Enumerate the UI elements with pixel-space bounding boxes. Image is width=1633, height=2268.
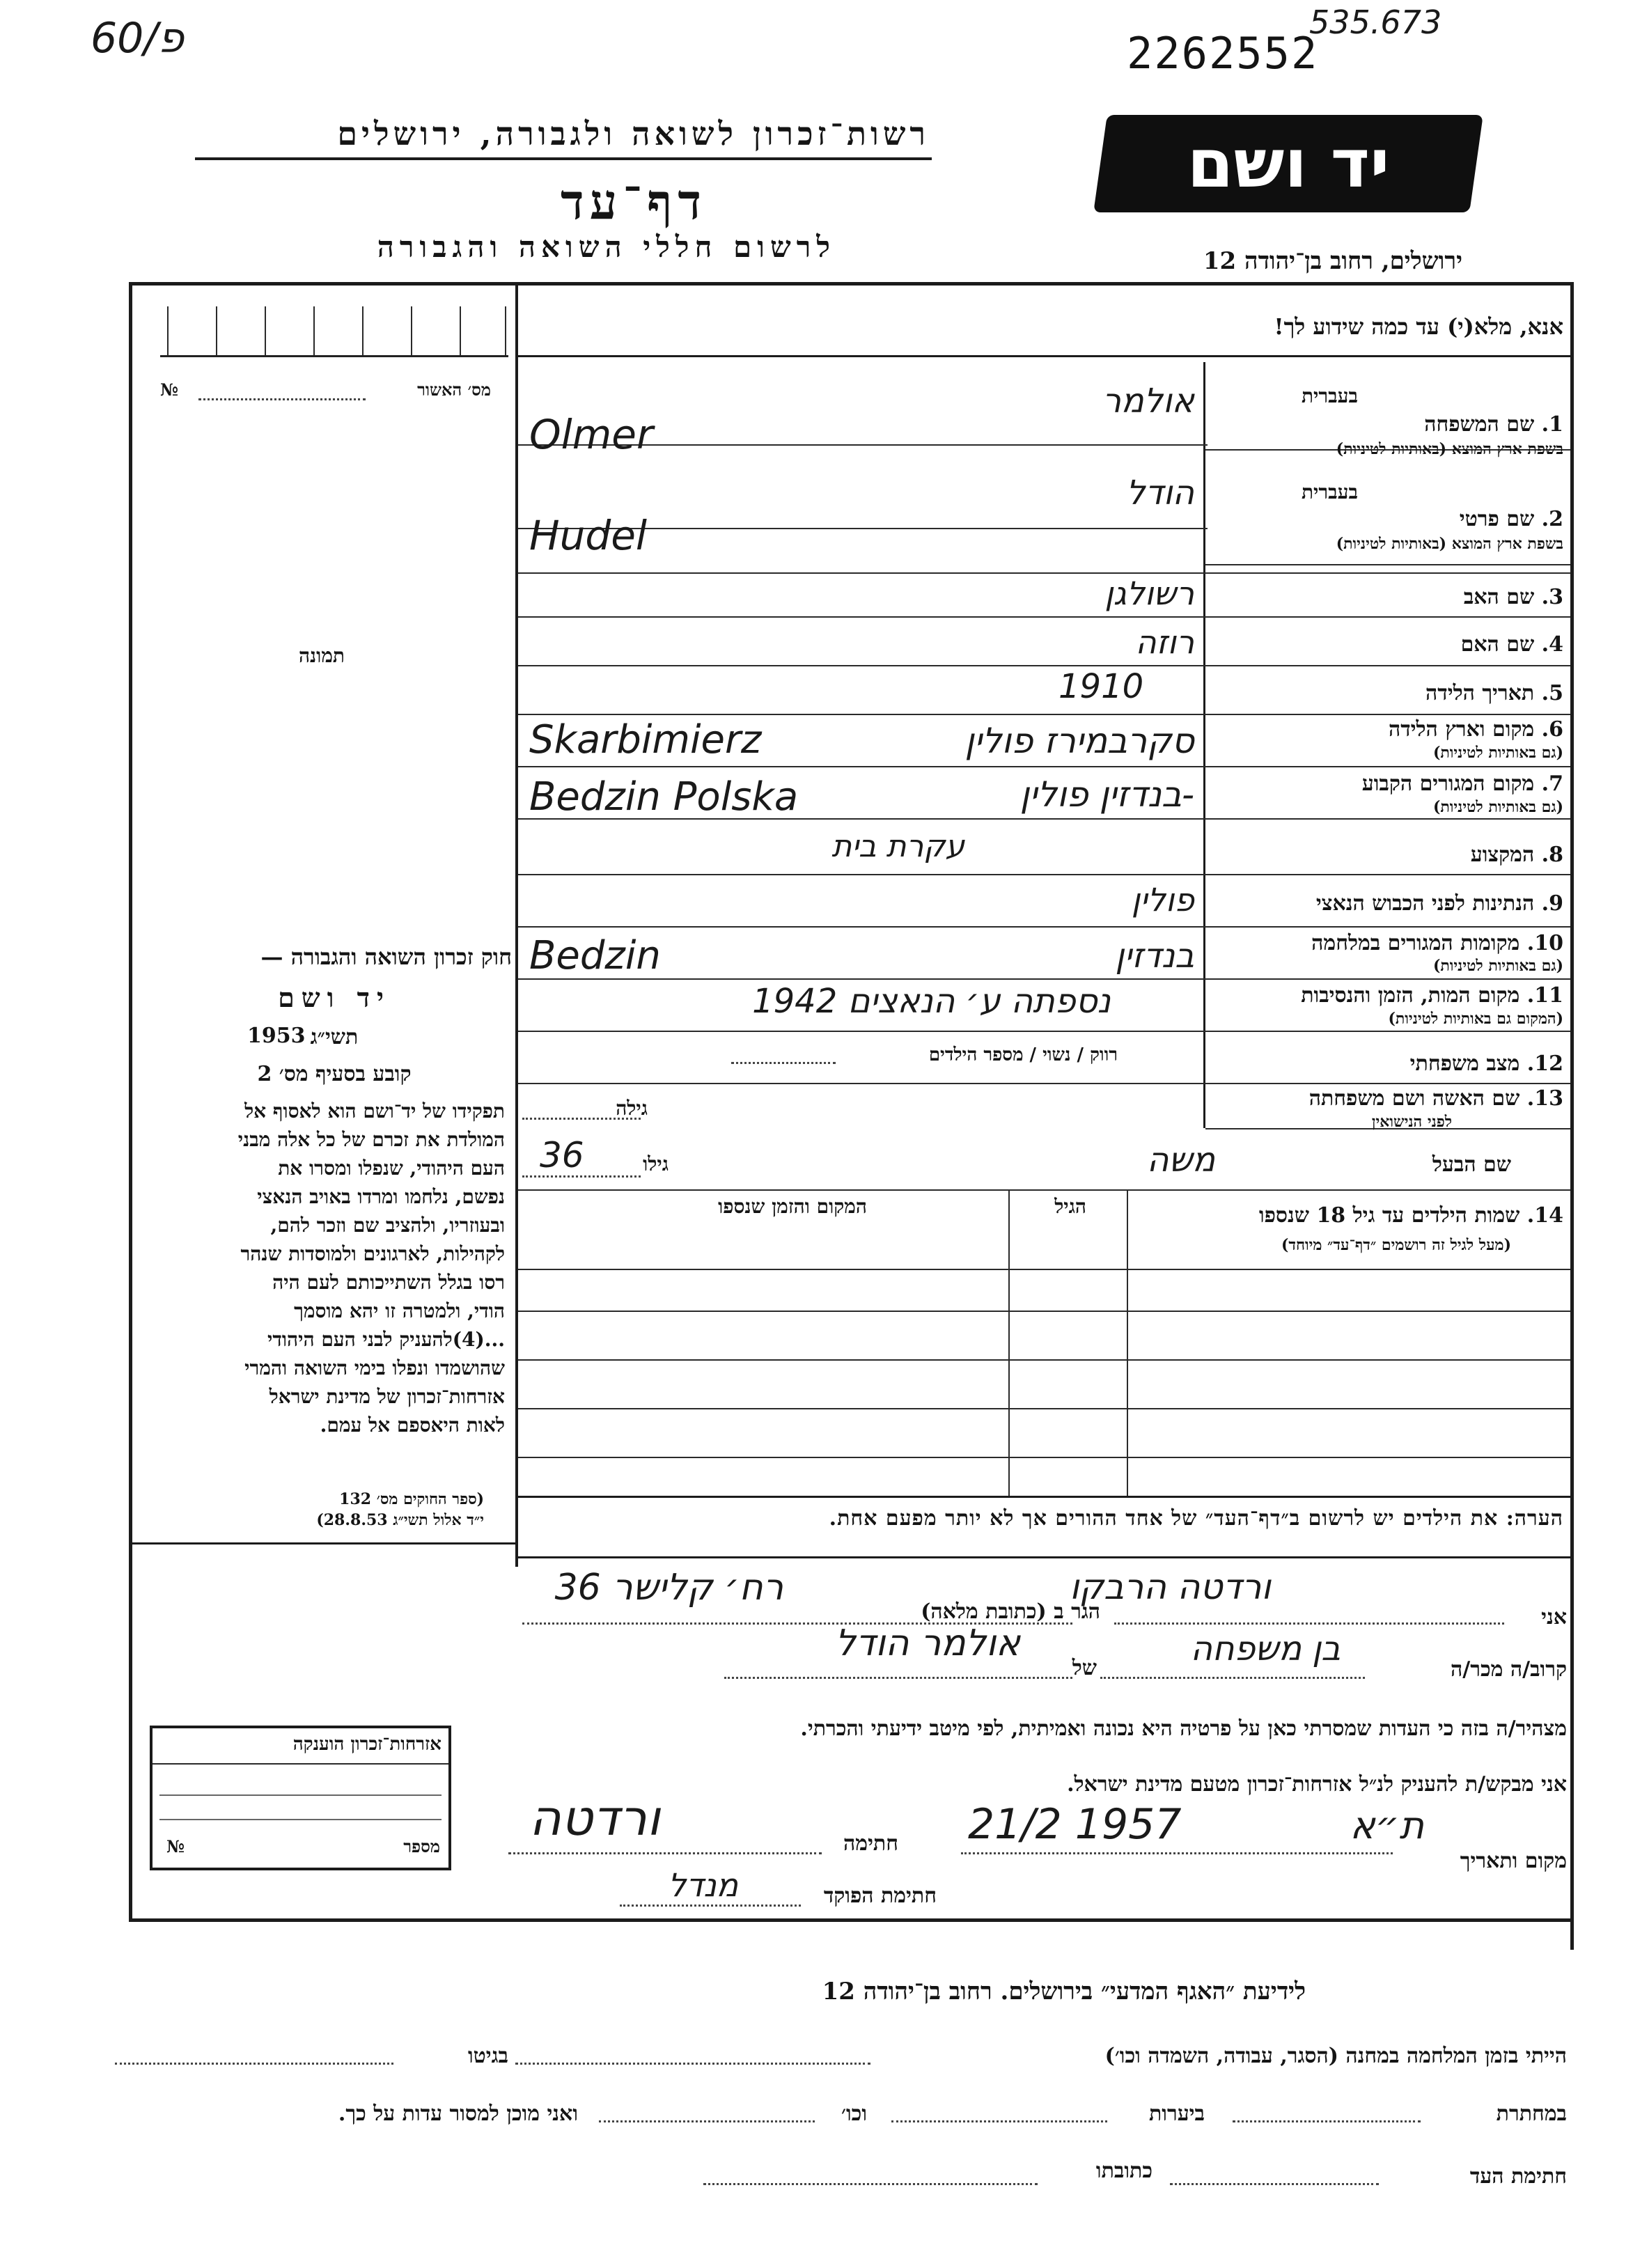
- bottom-row1-line-a[interactable]: [515, 2063, 870, 2065]
- law-clause: קובע בסעיף מס׳ 2: [257, 1062, 412, 1086]
- form-purpose: לרשום חללי השואה והגבורה: [377, 230, 836, 264]
- f14-row-line: [518, 1359, 1570, 1361]
- citizenship-box: [150, 1726, 451, 1870]
- f14-row-line: [518, 1269, 1570, 1270]
- relation-of: של: [1072, 1656, 1097, 1680]
- citizenship-no-label: מספר: [403, 1836, 440, 1856]
- law-text: תפקידו של יד־ושם הוא לאסוף אל המולדת את זכרם של כל אלה מבני העם היהודי, שנפלו ומסרו את נפשם, נלחמו ומרדו באויב הנאצי ובעוזריו, ולהציב שם וזכר להם, לקהילות, לארגונים ולמוסדות שנהר רסו בגלל השתייכותם לעם היה הודי, ולמטרה זו יהא מוסמך ...(4)להעניק לבני העם היהודי שהושמדו ונפלו בימי השואה והמרי אזרחות־זכרון של מדינת ישראל לאות היאספם אל עמם.: [237, 1100, 505, 1437]
- law-logo: יד ושם: [278, 982, 391, 1013]
- frame-right: [1570, 282, 1574, 1950]
- f11-label: 11. מקום המות, הזמן והנסיבות: [1301, 983, 1563, 1008]
- note-top-line: [518, 1496, 1570, 1498]
- f14-label: 14. שמות הילדים עד גיל 18 שנספו: [1258, 1203, 1563, 1228]
- bottom-row2-line-b[interactable]: [891, 2120, 1107, 2122]
- relation-of-line: [724, 1677, 1072, 1679]
- row-line: [518, 1031, 1570, 1032]
- document-number-alt: 535.673: [1309, 3, 1442, 41]
- law-year-heb: תשי״ג: [310, 1025, 359, 1049]
- bottom-row3-b: כתובתו: [1095, 2159, 1153, 2183]
- f14-row-line: [518, 1311, 1570, 1312]
- f1-hebrew-tag: בעברית: [1301, 384, 1358, 407]
- signature-value[interactable]: ורדטה: [529, 1790, 660, 1847]
- row-line: [518, 766, 1570, 767]
- frame-left: [129, 282, 132, 1918]
- f4-label: 4. שם האם: [1460, 632, 1563, 657]
- f14-col-age: הגיל: [1054, 1195, 1086, 1218]
- bottom-row2-c: וכו׳: [841, 2102, 867, 2126]
- declarant-name-value[interactable]: ורדטה הרבקו: [1069, 1567, 1271, 1607]
- bottom-row1-a: הייתי בזמן המלחמה במחנה (הסגר, עבודה, השמדה וכו׳): [1104, 2044, 1567, 2068]
- f8-label: 8. המקצוע: [1470, 843, 1563, 867]
- f1-label: 1. שם המשפחה: [1424, 412, 1563, 437]
- declarant-resides: הגר ב (כתובת מלאה): [921, 1600, 1100, 1624]
- f3-value[interactable]: רשולגן: [1104, 574, 1194, 612]
- f3-label: 3. שם האב: [1463, 585, 1563, 609]
- declarant-name-line: [1114, 1622, 1504, 1625]
- f13-age-label: גילה: [616, 1097, 648, 1120]
- f7-sub: (גם באותיות לטיניות): [1432, 798, 1563, 816]
- husband-value[interactable]: משה: [1147, 1141, 1215, 1180]
- bottom-row2-a: במחתרת: [1496, 2102, 1567, 2126]
- document-number: 2262552: [1127, 28, 1319, 79]
- form-title: דף־עד: [560, 173, 707, 230]
- f10-value-hebrew[interactable]: בנדזין: [1115, 937, 1194, 976]
- bottom-row3-line-b[interactable]: [703, 2183, 1038, 2185]
- f2-label: 2. שם פרטי: [1459, 507, 1563, 531]
- f5-value[interactable]: 1910: [1058, 667, 1144, 706]
- row-line: [518, 714, 1570, 715]
- authority-title: רשות־זכרון לשואה ולגבורה, ירושלים: [337, 115, 930, 152]
- place-value[interactable]: ת״א: [1350, 1804, 1424, 1847]
- photo-label: תמונה: [298, 644, 345, 667]
- f11-sub: (המקום גם באותיות לטיניות): [1388, 1010, 1563, 1028]
- f9-label: 9. הנתינות לפני הכבוש הנאצי: [1315, 891, 1563, 916]
- f13-sub: לפני הנישואין: [1371, 1113, 1452, 1131]
- f1-value-latin[interactable]: Olmer: [529, 411, 653, 458]
- f8-value[interactable]: עקרת בית: [831, 829, 964, 864]
- note: הערה: את הילדים יש לרשום ב״דף־העד״ של אחד ההורים אך לא יותר מפעם אחת.: [829, 1506, 1563, 1531]
- signature-line: [508, 1852, 822, 1854]
- f11-value[interactable]: נספתה ע׳ הנאצים 1942: [752, 982, 1111, 1021]
- f7-value-latin[interactable]: Bedzin Polska: [529, 774, 799, 820]
- f10-sub: (גם באותיות לטיניות): [1432, 957, 1563, 975]
- f9-value[interactable]: פולין: [1131, 881, 1194, 918]
- bottom-row3-a: חתימת העד: [1469, 2164, 1567, 2189]
- f1-value-hebrew[interactable]: אולמר: [1102, 382, 1194, 421]
- law-ref-2: י״ד אלול תשי״ג 28.8.53): [316, 1511, 484, 1529]
- instruction: אנא, מלא(י) עד כמה שידוע לך!: [1274, 313, 1563, 340]
- f7-label: 7. מקום המגורים הקבוע: [1361, 772, 1563, 796]
- bottom-row2-d: ואני מוכן למסור עדות על כך.: [338, 2102, 578, 2126]
- instruction-underline: [518, 355, 1570, 357]
- relation-label: קרוב/ה מכר/ה: [1451, 1657, 1567, 1682]
- f1-sub: בשפת ארץ המוצא (באותיות לטיניות): [1336, 440, 1563, 458]
- bottom-row2-line-a[interactable]: [1233, 2120, 1421, 2122]
- place-date-label: מקום ותאריך: [1460, 1849, 1567, 1873]
- f13-age-line[interactable]: [522, 1118, 641, 1120]
- approval-label: מס׳ האשור: [417, 380, 491, 400]
- officer-value[interactable]: מנדל: [668, 1866, 738, 1904]
- row-line: [518, 978, 1570, 980]
- f12-status-options[interactable]: רווק / נשוי / מספר הילדים: [928, 1045, 1118, 1065]
- row-line: [518, 1189, 1570, 1191]
- statement-2: אני מבקש/ת להעניק לנ״ל אזרחות־זכרון מטעם מדינת ישראל.: [1067, 1772, 1567, 1797]
- relation-of-value[interactable]: אולמר הודל: [835, 1622, 1020, 1664]
- f13-label: 13. שם האשה ושם משפחתה: [1308, 1086, 1563, 1111]
- f2-sub: בשפת ארץ המוצא (באותיות לטיניות): [1336, 535, 1563, 553]
- law-year: 1953: [247, 1024, 306, 1048]
- bottom-row2-line-c[interactable]: [599, 2120, 815, 2122]
- f6-value-hebrew[interactable]: סקרבמירז פולין: [964, 721, 1194, 761]
- f5-label: 5. תאריך הלידה: [1425, 681, 1563, 705]
- statement-1: מצהיר/ה בזה כי העדות שמסרתי כאן על פרטיה היא נכונה ואמיתית, לפי מיטב ידיעתי והכרתי.: [800, 1716, 1567, 1741]
- f2-hebrew-tag: בעברית: [1301, 480, 1358, 503]
- f4-value[interactable]: רוזה: [1135, 623, 1194, 661]
- frame-top: [129, 282, 1574, 286]
- f14-col-divider: [1127, 1189, 1128, 1496]
- row-line: [518, 1083, 1570, 1084]
- f14-col-divider: [1008, 1189, 1010, 1496]
- f7-value-hebrew[interactable]: -בנדזין פולין: [1019, 774, 1194, 815]
- officer-line: [620, 1905, 801, 1907]
- bottom-row1-b: בגיטו: [467, 2044, 508, 2068]
- row-line: [518, 874, 1570, 875]
- f14-col-place: המקום והזמן שנספו: [718, 1195, 867, 1218]
- f10-label: 10. מקומות המגורים במלחמה: [1311, 931, 1563, 955]
- bottom-section-line: [129, 1918, 1574, 1922]
- officer-label: חתימת הפוקד: [823, 1884, 937, 1908]
- approval-no: №: [160, 380, 179, 400]
- bottom-row2-b: ביערות: [1148, 2102, 1205, 2126]
- bottom-row1-line-b[interactable]: [115, 2063, 393, 2065]
- relation-line: [1100, 1677, 1365, 1679]
- citizenship-no: №: [166, 1836, 185, 1856]
- row-line: [1205, 564, 1570, 565]
- f12-children-line[interactable]: [731, 1062, 836, 1064]
- approval-ticks: [160, 306, 508, 357]
- f2-value-latin[interactable]: Hudel: [529, 512, 647, 559]
- law-ref-1: (ספר החוקים מס׳ 132: [339, 1490, 484, 1508]
- frame-mid-vertical: [515, 282, 518, 1567]
- row-line: [518, 665, 1570, 666]
- corner-annotation: 60/פ: [91, 14, 185, 63]
- f6-value-latin[interactable]: Skarbimierz: [529, 717, 762, 762]
- declarant-address-value[interactable]: רח׳ קלישר 36: [554, 1567, 783, 1609]
- approval-line[interactable]: [198, 398, 366, 400]
- logo-text: יד ושם: [1187, 125, 1390, 203]
- address: ירושלים, רחוב בן־יהודה 12: [1203, 247, 1462, 275]
- bottom-title: לידיעת ״האגף המדעי״ בירושלים. רחוב בן־יהודה 12: [822, 1978, 1306, 2005]
- grid-value-divider: [1203, 362, 1205, 1128]
- row-line: [518, 616, 1570, 618]
- date-value[interactable]: 21/2 1957: [968, 1800, 1182, 1849]
- f6-label: 6. מקום וארץ הלידה: [1388, 717, 1563, 742]
- citizenship-title: אזרחות־זכרון הוענקה: [292, 1734, 442, 1755]
- row-line: [518, 572, 1570, 574]
- relation-value[interactable]: בן משפחה: [1190, 1629, 1341, 1668]
- f10-value-latin[interactable]: Bedzin: [529, 933, 661, 978]
- authority-underline: [195, 157, 932, 160]
- f14-sub: (מעל לגיל זה רושמים ״דף־עד״ מיוחד): [1281, 1236, 1511, 1254]
- note-bottom-line: [518, 1556, 1570, 1558]
- f2-value-hebrew[interactable]: הודל: [1126, 474, 1194, 513]
- husband-label: שם הבעל: [1432, 1152, 1511, 1177]
- row-line: [518, 926, 1570, 928]
- signature-label: חתימה: [843, 1831, 898, 1856]
- declarant-ani: אני: [1541, 1605, 1567, 1629]
- f6-sub: (גם באותיות לטיניות): [1432, 744, 1563, 762]
- husband-age-value[interactable]: 36: [540, 1135, 584, 1175]
- law-title: חוק זכרון השואה והגבורה —: [260, 944, 512, 970]
- f14-row-line: [518, 1408, 1570, 1409]
- husband-age-label: גילו: [643, 1152, 669, 1175]
- law-box-divider: [129, 1542, 515, 1544]
- f12-label: 12. מצב משפחתי: [1409, 1051, 1563, 1076]
- f14-row-line: [518, 1457, 1570, 1458]
- bottom-row3-line-a[interactable]: [1170, 2183, 1379, 2185]
- husband-age-line: [522, 1175, 641, 1178]
- place-date-line: [961, 1852, 1393, 1854]
